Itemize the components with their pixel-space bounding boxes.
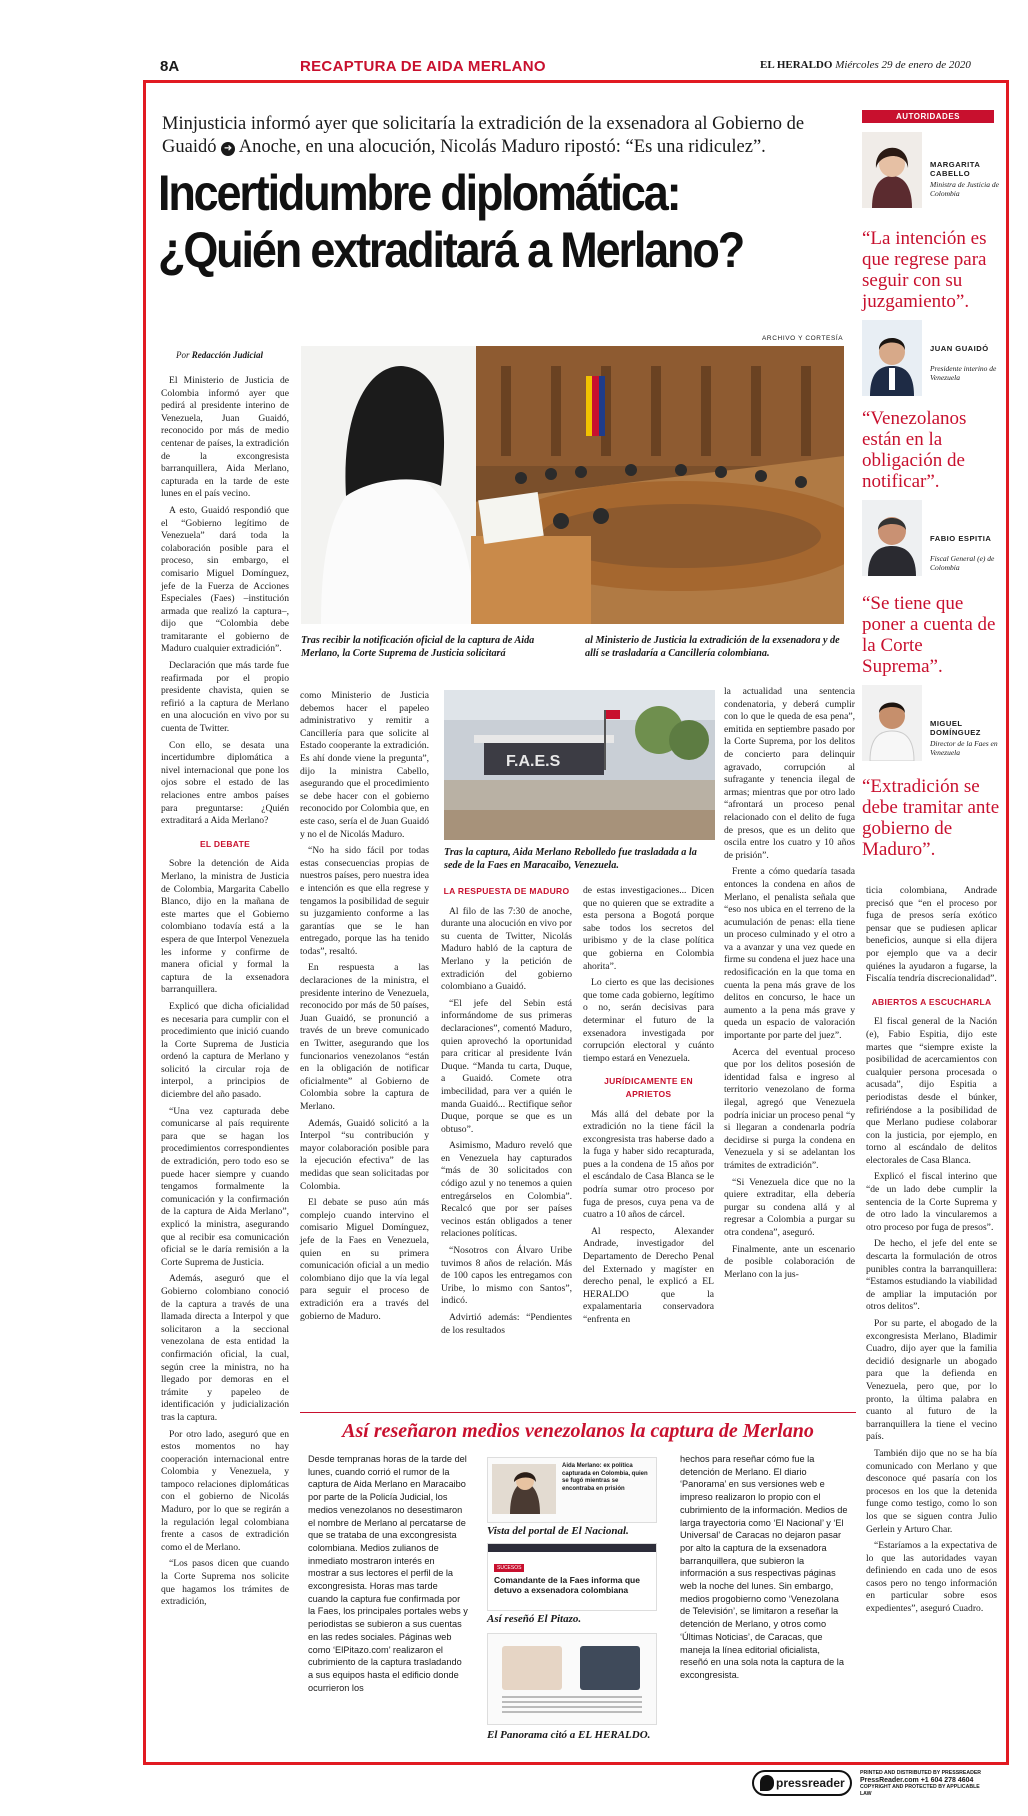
faes-photo-caption: Tras la captura, Aida Merlano Rebolledo fue trasladada a la sede de la Faes en Maracaibo, Venezuela.	[444, 847, 697, 871]
faes-sign: F.A.E.S	[506, 753, 561, 770]
shot2-caption: Así reseñó El Pitazo.	[487, 1613, 582, 1625]
column-3	[441, 885, 572, 1341]
paragraph: “Una vez capturada debe comunicarse al país requirente para que se hagan los procedimientos correspondientes de extradición, pero todo eso se puede hacer siempre y cuando tengamos formalmente la comunicación y la confirmación de la captura de Aida Merlano”, explicó la ministra, asegurando que al recibir esa comunicación oficial se le daría remisión a la Corte Suprema de Justicia.	[161, 1105, 289, 1268]
authority-quote: “Extradición se debe tramitar ante gobierno de Maduro”.	[862, 776, 1000, 860]
paragraph: Más allá del debate por la extradición no la tiene fácil la excongresista tras haberse dado a la fuga y haber sido recapturada, pues a la condena de 15 años por el escándalo de Casa Blanca se le podría sumar otro proceso por fuga de presos, cuya pena va de cuatro a 10 años de cárcel.	[583, 1108, 714, 1221]
authority-card	[862, 132, 1002, 212]
subhead-el-debate: EL DEBATE	[199, 838, 251, 849]
el-nacional-screenshot	[487, 1457, 657, 1523]
paragraph: El debate se puso aún más complejo cuando intervino el comisario Miguel Domínguez, jefe de la Faes en Venezuela, quien en su primera comunicación oficial a un medio colombiano dijo que la vía legal para seguir el proceso de extradición era a través del gobierno de Maduro.	[300, 1197, 429, 1322]
paragraph: Explicó que dicha oficialidad es necesaria para cumplir con el procedimiento que inició cuando la Corte Suprema de Justicia ordenó la captura de Merlano y solicitó la circular roja de interpol, a principios de diciembre del año pasado.	[161, 1000, 289, 1101]
el-pitazo-screenshot	[487, 1543, 657, 1611]
pressreader-logo-icon	[752, 1770, 852, 1796]
paragraph: “Nosotros con Álvaro Uribe tuvimos 8 años de relación. Más de 100 capos les entregamos con Uribe, lo mismo con Santos”, indicó.	[441, 1245, 572, 1307]
shot2-headline: Comandante de la Faes informa que detuvo a exsenadora colombiana	[494, 1575, 640, 1595]
authority-name: JUAN GUAIDÓ	[930, 344, 989, 353]
paragraph: de estas investigaciones... Dicen que no quieren que se extradite a esta persona a Bogotá porque sabe todos los secretos del uribismo y de la clase política que gobierna en Colombia ahorita”.	[583, 885, 714, 972]
paragraph: Asimismo, Maduro reveló que en Venezuela hay capturados “más de 30 solicitados con código azul y no tenemos a quien entregárselos en Colombia”. Recalcó que por ser países vecinos están obligados a tener relaciones políticas.	[441, 1140, 572, 1240]
shot1-headline: Aida Merlano: ex política capturada en Colombia, quien se fugó mientras se encontraba en prisión	[562, 1463, 648, 1492]
sidebar-authorities	[862, 110, 1002, 860]
paragraph: A esto, Guaidó respondió que el “Gobierno legítimo de Venezuela” dará toda la colaboración posible para el proceso, sin embargo, el comisario Miguel Domínguez, jefe de la Fuerza de Acciones Especiales (Faes) –institución armada que realizó la captura–, dijo que “Colombia debe tramitarante el gobierno de Maduro cualquier extradición”.	[161, 504, 289, 655]
column-5	[724, 686, 855, 1285]
paragraph: “No ha sido fácil por todas estas consecuencias propias de nuestros países, pero nuestra idea e intención es que ella regrese y tengamos la posibilidad de seguir su juzgamiento conforme a las garantías que se le han entregado, porque las ha tenido todas”, resaltó.	[300, 845, 429, 957]
paragraph: Por otro lado, aseguró que en estos momentos no hay cooperación internacional entre Colombia y Venezuela, y tampoco relaciones diplomáticas con el gobierno de Nicolás Maduro, por lo que se regirán a la regulación legal colombiana frente a casos de extradición como el de Merlano.	[161, 1428, 289, 1553]
issue-date: Miércoles 29 de enero de 2020	[835, 59, 971, 71]
paragraph: Por su parte, el abogado de la excongresista Merlano, Bladimir Cuadro, dijo ayer que la familia decidió designarle un abogado para que la defienda en Venezuela, pero que, por lo pronto, la última palabra en cuanto al futuro de la barranquillera la tiene el vecino país.	[866, 1318, 997, 1443]
deck	[162, 113, 832, 159]
pressreader-brand: pressreader	[776, 1776, 845, 1790]
paragraph: Sobre la detención de Aida Merlano, la ministra de Justicia de Colombia, Margarita Cabello Blanco, dijo en la mañana de este martes que el Gobierno colombiano todavía está a la espera de que Interpol Venezuela les informe y confirme de manera oficial y formal la captura de la exsenadora barranquillera.	[161, 858, 289, 996]
main-photo-caption-right: al Ministerio de Justicia la extradición de la exsenadora y de allí se trasladaría a Cancillería colombiana.	[585, 635, 840, 659]
paragraph: “Si Venezuela dice que no la quiere extraditar, ella debería purgar su condena allá y al regresar a Colombia a purgar su otra condena”, aseguró.	[724, 1176, 855, 1238]
media-box-title: Así reseñaron medios venezolanos la captura de Merlano	[342, 1420, 814, 1442]
headline	[158, 165, 779, 279]
headline-line-1: Incertidumbre diplomática:	[158, 165, 680, 221]
media-box-col-b: hechos para reseñar cómo fue la detención de Merlano. El diario ‘Panorama’ en sus versiones web e impreso realizaron lo propio con el cubrimiento de la información. Medios de larga trayectoria como ‘El Nacional’ y ‘El Universal’ de Caracas no dejaron pasar por alto la captura de la exsenadora barranquillera, que subieron la información a sus respectivas páginas web la noche del lunes. Sin embargo, medios progobierno como ‘Venezolana de Televisión’, se limitaron a reseñar la detención de Merlano, y otros como ‘Últimas Noticias’, de Caracas, que maneja la línea editorial oficialista, reseñó en una sola nota la captura de la excongresista.	[680, 1454, 848, 1680]
paper-name: EL HERALDO	[760, 59, 833, 71]
paragraph: Además, aseguró que el Gobierno colombiano conoció de la captura a través de una llamada directa a Interpol y que solicitaron a la seccional venezolana de esta entidad la confirmación oficial, la cual, según cree la ministra, no ha llegado por demoras en el trámite y papeleo de identificación y judicialización tras la captura.	[161, 1273, 289, 1423]
authority-quote: “Se tiene que poner a cuenta de la Corte Suprema”.	[862, 593, 996, 677]
paragraph: Al filo de las 7:30 de anoche, durante una alocución en vivo por su cuenta de Twitter, Nicolás Maduro habló de la captura de Merlano y la petición de extradición del gobierno colombiano a Guaidó.	[441, 905, 572, 993]
authority-name: MARGARITA CABELLO	[930, 160, 981, 178]
paragraph: “Los pasos dicen que cuando la Corte Suprema nos solicite que hagamos los trámites de extradición,	[161, 1558, 289, 1608]
nav-bar	[488, 1544, 656, 1552]
paragraph: Frente a cómo quedaría tasada entonces la condena en años de Merlano, el penalista señala que “eso nos ubica en el terreno de la acumulación de penas: ella tiene un proceso culminado y el otro a va a avanzar y una vez quede en firme su condena el juez hace una redosificación en la que toma en cuenta la pena más grave de los delitos en concurso, le hace un aumento a la pena más grave y queda un espacio de valoración importante por parte del juez”.	[724, 866, 855, 1042]
paragraph: En respuesta a las declaraciones de la ministra, el presidente interino de Venezuela, reconocido por más de 50 países, Juan Guaidó, se pronunció a través de un breve comunicado en Twitter, asegurando que los funcionarios venezolanos “están en la obligación de notificar oficialmente” al Gobierno de Colombia sobre la captura de Merlano.	[300, 962, 429, 1112]
portrait-illustration	[492, 1464, 556, 1514]
footer-line: PressReader.com +1 604 278 4604	[860, 1777, 974, 1784]
paragraph: También dijo que no se ha bía comunicado con Merlano y que desconoce qué pasaría con los procesos en los que la detenida funge como testigo, como lo son los que se siguen contra Julio Gerlein y Arturo Char.	[866, 1447, 997, 1535]
footer-line: COPYRIGHT AND PROTECTED BY APPLICABLE LAW	[860, 1784, 980, 1797]
section-title: RECAPTURA DE AIDA MERLANO	[300, 58, 546, 75]
headline-line-2: ¿Quién extraditará a Merlano?	[158, 222, 744, 278]
authority-role: Ministra de Justicia de Colombia	[930, 180, 999, 198]
authority-name: MIGUEL DOMÍNGUEZ	[930, 719, 981, 737]
avatar	[862, 685, 922, 761]
shot2-tag: SUCESOS	[494, 1564, 524, 1572]
paragraph: Explicó el fiscal interino que “de un lado debe cumplir la sentencia de la Corte Suprema y de otro lado la vincularemos a otro proceso por fuga de presos”.	[866, 1171, 997, 1233]
faes-photo	[444, 690, 715, 840]
deck-text-1: Minjusticia informó ayer que solicitaría la extradición de la exsenadora al Gobierno de Guaidó	[162, 114, 805, 157]
paragraph: la actualidad una sentencia condenatoria, y deberá cumplir con lo que le queda de esa pena”, emitida en septiembre pasado por la Corte Suprema, por los delitos de concierto para delinquir agravado, corrupción al sufragante y tenencia ilegal de armas; mientras que por otro lado “afrontará un proceso penal relacionado con el delito de fuga de presos, que es un delito que oscila entre los cuatro y 10 años de prisión”.	[724, 686, 855, 861]
masthead	[760, 59, 971, 71]
main-photo	[301, 346, 844, 624]
thumb-b	[580, 1646, 640, 1690]
authority-role: Director de la Faes en Venezuela	[930, 739, 998, 757]
footer-line: PRINTED AND DISTRIBUTED BY PRESSREADER	[860, 1770, 982, 1776]
authority-role: Presidente interino de Venezuela	[930, 364, 997, 382]
paragraph: “El jefe del Sebin está informándome de sus primeras declaraciones”, comentó Maduro, quien aprovechó la oportunidad para criticar al presidente Iván Duque. “Manda tu carta, Duque, a Guaidó. Comete otra imbecilidad, para ver a quién le manda Guaidó... Rectifique señor Duque, porque se que es un obtuso”.	[441, 997, 572, 1135]
paragraph: Lo cierto es que las decisiones que tome cada gobierno, legítimo o no, serán decisivas para determinar el futuro de la exsenadora investigada por corrupción electoral y cuánto tiempo estará en Venezuela.	[583, 977, 714, 1064]
avatar	[862, 500, 922, 576]
column-1	[161, 375, 289, 1613]
thumb-a	[502, 1646, 562, 1690]
paragraph: El fiscal general de la Nación (e), Fabio Espitia, dijo este martes que “siempre existe la posibilidad de acercamientos con cualquier persona procesada o acusada”, dijo Espitia a periodistas desde el búnker, refiriéndose a la posibilidad de que Merlano pudiese colaborar con la justicia, por ejemplo, en torno al escándalo de delitos electorales de Casa Blanca.	[866, 1016, 997, 1166]
paragraph: Acerca del eventual proceso que por los delitos posesión de identidad falsa e ingreso al territorio venezolano de forma ilegal, agregó que Venezuela podría iniciar un proceso penal “y si llegaran a condenarla podría decidirse si purga la condena en Venezuela y si se adelantan los trámites de extradición”.	[724, 1046, 855, 1171]
authority-name: FABIO ESPITIA	[930, 534, 992, 543]
subhead-juridicamente: JURÍDICAMENTE EN APRIETOS	[604, 1076, 693, 1099]
byline	[176, 350, 263, 360]
court-room-illustration	[301, 346, 844, 624]
column-4	[583, 885, 714, 1331]
pressreader-glyph	[760, 1775, 774, 1791]
authority-card	[862, 685, 1002, 765]
shot1-caption: Vista del portal de El Nacional.	[487, 1525, 629, 1537]
paragraph: De hecho, el jefe del ente se descarta la formulación de otros punibles contra la barranquillera: “Estamos estudiando la viabilidad de ampliar la imputación por otros delitos”.	[866, 1238, 997, 1313]
paragraph: Finalmente, ante un escenario de posible colaboración de Merlano con la jus-	[724, 1243, 855, 1280]
authority-card	[862, 500, 1002, 580]
pressreader-footer	[752, 1768, 992, 1802]
column-2	[300, 690, 429, 1327]
avatar	[862, 132, 922, 208]
faes-building-illustration	[444, 690, 715, 840]
authority-quote: “Venezolanos están en la obligación de notificar”.	[862, 408, 967, 492]
paragraph: Advirtió además: “Pendientes de los resultados	[441, 1312, 572, 1336]
pressreader-lines	[860, 1770, 990, 1798]
deck-text-2: Anoche, en una alocución, Nicolás Maduro ripostó: “Es una ridiculez”.	[238, 137, 766, 157]
photo-credit: ARCHIVO Y CORTESÍA	[762, 335, 844, 342]
paragraph: Al respecto, Alexander Andrade, investigador del Departamento de Derecho Penal del Externado y magíster en derecho penal, le explicó a EL HERALDO que la expalamentaria conservadora “enfrenta en	[583, 1225, 714, 1325]
el-panorama-screenshot	[487, 1633, 657, 1725]
paragraph: “Estaríamos a la expectativa de lo que las autoridades vayan definiendo en cada uno de esos casos pero no tengo información en particular sobre esos expedientes”, aseguró Cuadro.	[866, 1540, 997, 1615]
sidebar-label: AUTORIDADES	[862, 110, 994, 123]
authority-quote: “La intención es que regrese para seguir con su juzgamiento”.	[862, 228, 987, 312]
authority-card	[862, 320, 1002, 400]
page-number: 8A	[160, 58, 180, 75]
paragraph: Declaración que más tarde fue reafirmada por el propio presidente chavista, quien se refirió a la captura de Merlano en una alocución en vivo por su cuenta de Twitter.	[161, 660, 289, 735]
main-photo-caption-left: Tras recibir la notificación oficial de la captura de Aida Merlano, la Corte Suprema de Justicia solicitará	[301, 635, 535, 659]
subhead-abiertos: ABIERTOS A ESCUCHARLA	[871, 996, 992, 1007]
authority-role: Fiscal General (e) de Colombia	[930, 554, 995, 572]
column-6	[866, 885, 997, 1620]
paragraph: Con ello, se desata una incertidumbre diplomática a nivel internacional que pone los ojos sobre el estado de las relaciones entre ambos países para preguntarse: ¿Quién extraditará a Aida Merlano?	[161, 739, 289, 827]
portrait-thumb	[492, 1464, 556, 1514]
subhead-respuesta-maduro: LA RESPUESTA DE MADURO	[443, 886, 570, 896]
byline-prefix: Por	[176, 350, 190, 360]
text-lines	[502, 1696, 642, 1714]
byline-author: Redacción Judicial	[191, 350, 263, 360]
paragraph: El Ministerio de Justicia de Colombia informó ayer que pedirá al presidente interino de Venezuela, Juan Guaidó, reconocido por más de medio centenar de países, la extradición de la excongresista barranquillera, Aida Merlano, capturada en la tarde de este lunes en el país vecino.	[161, 375, 289, 500]
paragraph: Además, Guaidó solicitó a la Interpol “su contribución y mayor colaboración posible para la ejecución efectiva” de las medidas que sean solicitadas por Colombia.	[300, 1117, 429, 1192]
media-box-col-a: Desde tempranas horas de la tarde del lunes, cuando corrió el rumor de la captura de Aida Merlano en Maracaibo por parte de la Policía Judicial, los medios venezolanos no desestimaron el nombre de Merlano al percatarse de que se trataba de una excongresista colombiana. Medios zulianos de inmediato mostraron interés en mostrar a sus lectores el perfil de la excongresista. Horas mas tarde cuando la captura fue confirmada por la Faes, los principales portales webs y periodistas se subieron a sus cuentas en las redes sociales. Páginas web como ‘ElPitazo.com’ realizaron el cubrimiento de la captura trasladando a sus equipos hasta el edificio donde ocurrieron los	[308, 1454, 468, 1693]
paragraph: ticia colombiana, Andrade precisó que “en el proceso por fuga de presos sería exótico pensar que se pudiesen aplicar beneficios, aunque si ella dijera por ejemplo que va a decir quiénes la ayudaron a fugarse, la Fiscalía tendría discrecionalidad”.	[866, 885, 997, 985]
arrow-bullet-icon: ➜	[221, 142, 235, 156]
avatar	[862, 320, 922, 396]
paragraph: como Ministerio de Justicia debemos hacer el papeleo administrativo y remitir a Cancillería para que solicite al Estado cooperante la extradición. Es ahí donde viene la pregunta”, dijo la ministra Cabello, asegurando que el procedimiento se debe hacer con el gobierno reconocido por Colombia que, en este caso, sería el de Juan Guaidó y no el de Nicolás Maduro.	[300, 690, 429, 840]
media-box	[300, 1412, 856, 1753]
shot3-caption: El Panorama citó a EL HERALDO.	[487, 1729, 651, 1741]
